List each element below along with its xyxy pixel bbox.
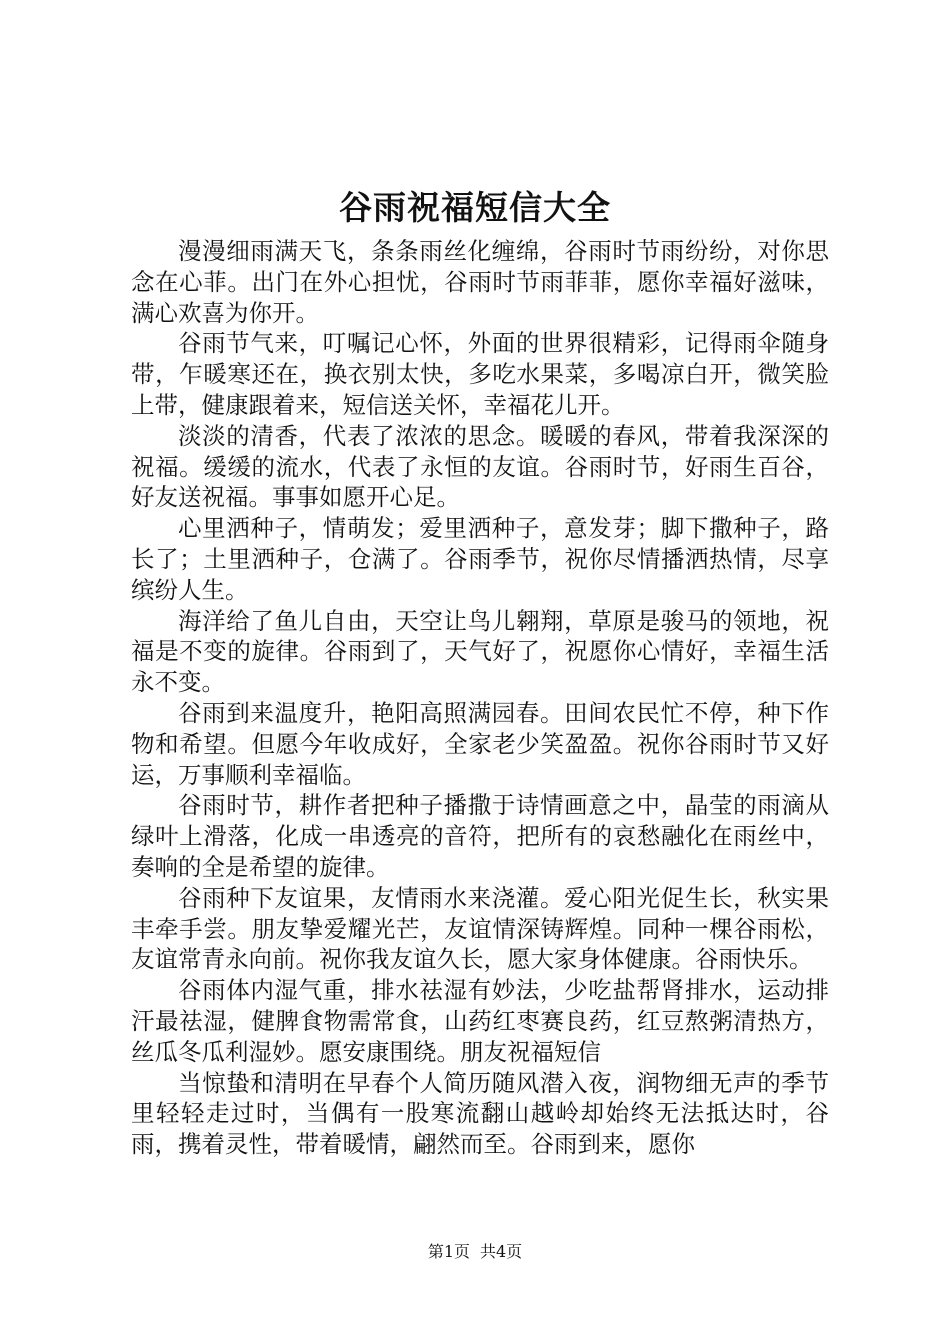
document-body (131, 236, 829, 1160)
page-total: 共4页 (480, 1242, 523, 1261)
paragraph: 谷雨时节，耕作者把种子播撒于诗情画意之中，晶莹的雨滴从绿叶上滑落，化成一串透亮的音符，把所有的哀愁融化在雨丝中，奏响的全是希望的旋律。 (131, 791, 829, 881)
paragraph: 谷雨体内湿气重，排水祛湿有妙法，少吃盐帮肾排水，运动排汗最祛湿，健脾食物需常食，山药红枣赛良药，红豆熬粥清热方，丝瓜冬瓜利湿妙。愿安康围绕。朋友祝福短信 (131, 976, 829, 1066)
paragraph: 谷雨种下友谊果，友情雨水来浇灌。爱心阳光促生长，秋实果丰牵手尝。朋友挚爱耀光芒，友谊情深铸辉煌。同种一棵谷雨松，友谊常青永向前。祝你我友谊久长，愿大家身体健康。谷雨快乐。 (131, 883, 829, 974)
page-title: 谷雨祝福短信大全 (339, 188, 611, 227)
paragraph: 谷雨节气来，叮嘱记心怀，外面的世界很精彩，记得雨伞随身带，乍暖寒还在，换衣别太快，多吃水果菜，多喝凉白开，微笑脸上带，健康跟着来，短信送关怀，幸福花儿开。 (131, 329, 829, 419)
paragraph: 谷雨到来温度升，艳阳高照满园春。田间农民忙不停，种下作物和希望。但愿今年收成好，全家老少笑盈盈。祝你谷雨时节又好运，万事顺利幸福临。 (131, 698, 829, 789)
paragraph: 淡淡的清香，代表了浓浓的思念。暖暖的春风，带着我深深的祝福。缓缓的流水，代表了永恒的友谊。谷雨时节，好雨生百谷，好友送祝福。事事如愿开心足。 (131, 421, 829, 512)
paragraph: 海洋给了鱼儿自由，天空让鸟儿翱翔，草原是骏马的领地，祝福是不变的旋律。谷雨到了，天气好了，祝愿你心情好，幸福生活永不变。 (131, 606, 829, 697)
paragraph: 心里洒种子，情萌发；爱里洒种子，意发芽；脚下撒种子，路长了；土里洒种子，仓满了。谷雨季节，祝你尽情播洒热情，尽享缤纷人生。 (131, 514, 829, 604)
paragraph: 当惊蛰和清明在早春个人简历随风潜入夜，润物细无声的季节里轻轻走过时，当偶有一股寒流翻山越岭却始终无法抵达时，谷雨，携着灵性，带着暖情，翩然而至。谷雨到来，愿你 (131, 1068, 829, 1159)
page-footer (0, 1241, 950, 1263)
page-number: 第1页 (427, 1242, 470, 1261)
paragraph: 漫漫细雨满天飞，条条雨丝化缠绵，谷雨时节雨纷纷，对你思念在心菲。出门在外心担忧，谷雨时节雨菲菲，愿你幸福好滋味，满心欢喜为你开。 (131, 237, 829, 327)
